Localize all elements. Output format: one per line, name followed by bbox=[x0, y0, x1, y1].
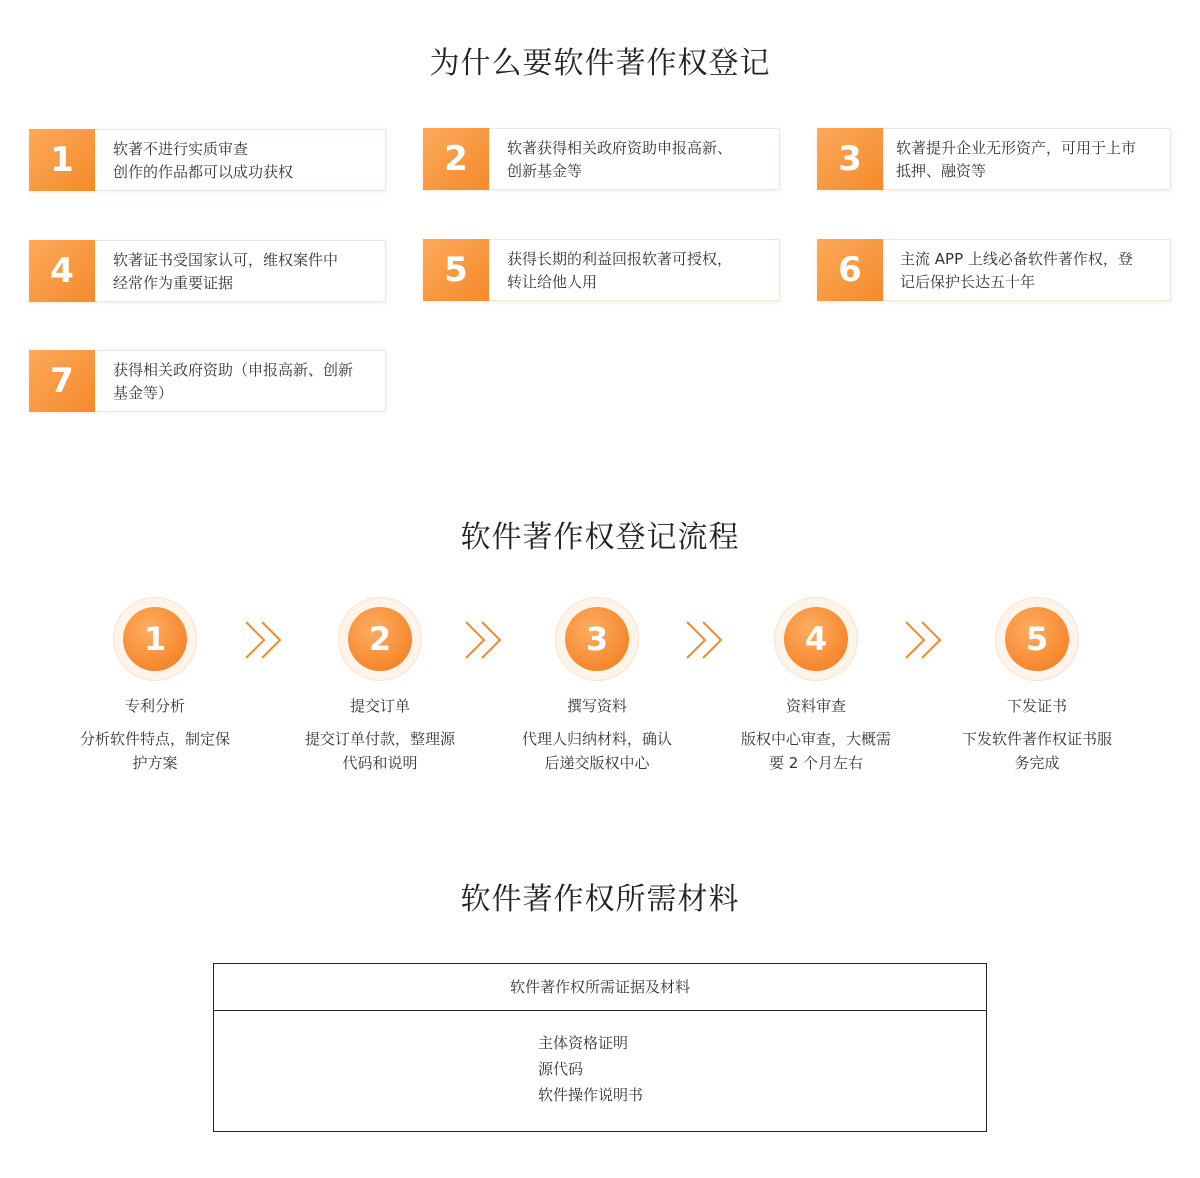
reason-text bbox=[507, 137, 771, 183]
step-number: 1 bbox=[123, 607, 187, 671]
reason-text bbox=[896, 137, 1162, 183]
reason-card-5 bbox=[423, 239, 780, 301]
reason-card-6 bbox=[817, 239, 1171, 301]
reason-text bbox=[113, 359, 377, 405]
process-steps bbox=[0, 590, 1200, 790]
reason-line-1: 软著获得相关政府资助申报高新、 bbox=[507, 139, 733, 157]
step-desc-line-1: 下发软件著作权证书服 bbox=[961, 730, 1112, 748]
reason-card-4 bbox=[29, 240, 386, 302]
step-desc-line-1: 代理人归纳材料，确认 bbox=[521, 730, 672, 748]
step-title: 撰写资料 bbox=[566, 697, 627, 715]
step-desc-line-1: 版权中心审查，大概需 bbox=[740, 730, 891, 748]
section-title-why: 为什么要软件著作权登记 bbox=[429, 46, 771, 81]
reason-number-badge: 7 bbox=[29, 350, 95, 412]
step-title: 资料审查 bbox=[785, 697, 846, 715]
reason-number-badge: 6 bbox=[817, 239, 883, 301]
reason-line-1: 软著不进行实质审查 bbox=[113, 140, 249, 158]
materials-list-item: 主体资格证明 bbox=[538, 1034, 629, 1052]
section-title-materials: 软件著作权所需材料 bbox=[460, 882, 740, 917]
step-description bbox=[726, 727, 906, 775]
double-chevron-right-icon bbox=[683, 618, 727, 662]
reason-line-2: 创新基金等 bbox=[507, 162, 583, 180]
reason-card-1 bbox=[29, 129, 386, 191]
section-title-flow: 软件著作权登记流程 bbox=[460, 520, 740, 555]
reason-line-1: 获得长期的利益回报软著可授权， bbox=[507, 250, 733, 268]
step-description bbox=[290, 727, 470, 775]
reason-line-2: 基金等） bbox=[113, 384, 174, 402]
reason-card-7 bbox=[29, 350, 386, 412]
step-title: 下发证书 bbox=[1006, 697, 1067, 715]
double-chevron-right-icon bbox=[902, 618, 946, 662]
reason-text bbox=[900, 248, 1162, 294]
materials-list-item: 软件操作说明书 bbox=[538, 1086, 644, 1104]
step-desc-line-2: 护方案 bbox=[132, 754, 178, 772]
step-description bbox=[65, 727, 245, 775]
reason-number-badge: 3 bbox=[817, 128, 883, 190]
reasons-grid bbox=[0, 0, 1200, 460]
step-title: 专利分析 bbox=[124, 697, 185, 715]
reason-card-2 bbox=[423, 128, 780, 190]
reason-line-1: 主流 APP 上线必备软件著作权，登 bbox=[900, 250, 1133, 268]
step-number: 4 bbox=[784, 607, 848, 671]
materials-list bbox=[538, 1030, 643, 1108]
materials-list-item: 源代码 bbox=[538, 1060, 584, 1078]
step-number: 5 bbox=[1005, 607, 1069, 671]
step-desc-line-2: 要 2 个月左右 bbox=[768, 754, 864, 772]
reason-line-1: 获得相关政府资助（申报高新、创新 bbox=[113, 361, 354, 379]
step-description bbox=[507, 727, 687, 775]
reason-number-badge: 1 bbox=[29, 129, 95, 191]
reason-text bbox=[113, 249, 377, 295]
reason-number-badge: 2 bbox=[423, 128, 489, 190]
reason-line-1: 软著提升企业无形资产，可用于上市 bbox=[896, 139, 1137, 157]
reason-line-2: 抵押、融资等 bbox=[896, 162, 987, 180]
double-chevron-right-icon bbox=[462, 618, 506, 662]
reason-line-2: 转让给他人用 bbox=[507, 273, 598, 291]
reason-line-1: 软著证书受国家认可，维权案件中 bbox=[113, 251, 339, 269]
step-description bbox=[947, 727, 1127, 775]
step-number: 2 bbox=[348, 607, 412, 671]
step-desc-line-2: 务完成 bbox=[1014, 754, 1060, 772]
reason-line-2: 经常作为重要证据 bbox=[113, 274, 234, 292]
reason-text bbox=[507, 248, 771, 294]
step-desc-line-1: 提交订单付款，整理源 bbox=[304, 730, 455, 748]
step-number: 3 bbox=[565, 607, 629, 671]
materials-table bbox=[213, 963, 987, 1132]
reason-number-badge: 4 bbox=[29, 240, 95, 302]
reason-line-2: 创作的作品都可以成功获权 bbox=[113, 163, 294, 181]
reason-text bbox=[113, 138, 377, 184]
materials-table-header: 软件著作权所需证据及材料 bbox=[214, 964, 986, 1011]
step-title: 提交订单 bbox=[349, 697, 410, 715]
step-desc-line-1: 分析软件特点，制定保 bbox=[79, 730, 230, 748]
step-desc-line-2: 代码和说明 bbox=[342, 754, 418, 772]
reason-card-3 bbox=[817, 128, 1171, 190]
reason-line-2: 记后保护长达五十年 bbox=[900, 273, 1036, 291]
step-desc-line-2: 后递交版权中心 bbox=[544, 754, 650, 772]
reason-number-badge: 5 bbox=[423, 239, 489, 301]
double-chevron-right-icon bbox=[242, 618, 286, 662]
